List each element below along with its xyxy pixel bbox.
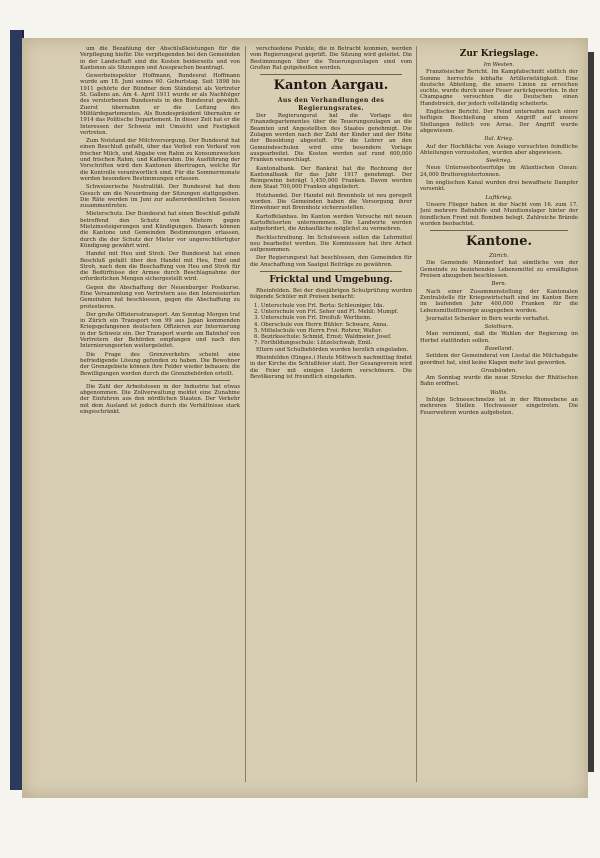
paragraph: Kartoffelanbau. Im Kanton werden Versuche mit neuen Kartoffelsorten unternommen. Die Landwirte werden aufgefordert, die Anbaufläche möglichst zu vermehren. <box>250 213 412 233</box>
paragraph: Man vernimmt, daß die Wahlen der Regierung im Herbst stattfinden sollen. <box>420 331 578 344</box>
paragraph: Französischer Bericht. Im Kampfabschnitt südlich der Somme herrschte lebhafte Artillerietätigkeit. Eine deutsche Abteilung, die unsere Linien zu erreichen suchte, wurde durch unser Feuer zurückgeworfen. In der Champagne versuchten die Deutschen einen Handstreich, der jedoch vollständig scheiterte. <box>420 69 578 107</box>
paragraph: Rheinfelden. Bei der diesjährigen Schulprüfung wurden folgende Schüler mit Preisen bedacht: <box>250 288 412 301</box>
section-heading: Zur Kriegslage. <box>459 49 539 59</box>
paragraph: Kantonalbank. Der Bankrat hat die Rechnung der Kantonalbank für das Jahr 1917 genehmigt. Der Reingewinn beträgt 1,450,000 Franken. Davon werden dem Staat 700,000 Franken abgeliefert. <box>250 165 412 191</box>
divider <box>260 74 402 75</box>
divider <box>260 271 402 272</box>
list-item: 4. Oberschule von Herrn Bühler: Schwarz, Anna. <box>254 321 389 328</box>
prize-list <box>254 303 412 347</box>
list-item: 2. Unterschule von Frl. Seher und Fl. Mehli: Mumpf. <box>254 308 399 315</box>
paragraph: Unsere Flieger haben in der Nacht vom 16. zum 17. Juni mehrere Bahnhöfe und Munitionslager hinter der feindlichen Front mit Bomben belegt. Zahlreiche Brände wurden beobachtet. <box>420 201 578 227</box>
subheading: Luftkrieg. <box>485 194 513 201</box>
subheading: Graubünden. <box>481 367 517 374</box>
paragraph: Infolge Schneeschmelze ist in der Rhoneebene an mehreren Stellen Hochwasser eingetreten. Die Feuerwehren wurden aufgeboten. <box>420 397 578 416</box>
list-item: 1. Unterschule von Frl. Berta: Schleuniger, Ida. <box>254 302 385 309</box>
section-heading: Kanton Aargau. <box>273 78 389 94</box>
paragraph: Eltern und Schulbehörden wurden herzlich eingeladen. <box>256 346 409 353</box>
column-rule <box>245 46 246 782</box>
paragraph: Neue Unterseebootserfolge im Atlantischen Ozean: 24,000 Bruttoregistertonnen. <box>420 165 578 178</box>
paragraph: Im englischen Kanal wurden drei bewaffnete Dampfer versenkt. <box>420 180 578 193</box>
list-item: 3. Unterschule von Frl. Dreifuß: Wertheim. <box>254 315 372 322</box>
subheading: Baselland. <box>484 345 514 352</box>
paragraph: Handel mit Heu und Stroh. Der Bundesrat hat einen Beschluß gefaßt über den Handel mit Heu, Emd und Stroh, nach dem die Beschaffung von Heu und Stroh für die Bedürfnisse der Armee durch Beschlagnahme der erforderlichen Mengen sichergestellt wird. <box>80 251 240 283</box>
subheading: Aus den Verhandlungen des Regierungsrates. <box>277 97 385 112</box>
paragraph: um die Bezahlung der Abschlußleistungen für die Verpflegung hiefür. Die verpflegenden bei den Gemeinden in der Landschaft sind die Kosten beiderseits und von Kantonen als Sitzungen und Aussprachen beantragt. <box>80 46 240 71</box>
divider <box>430 230 568 231</box>
subheading: Im Westen. <box>483 62 515 68</box>
column-1 <box>80 46 240 786</box>
paragraph: Nach einer Zusammenstellung der Kantonalen Zentralstelle für Kriegswirtschaft sind im Kanton Bern im laufenden Jahr 400,000 Franken für die Lebensmittelfürsorge ausgegeben worden. <box>420 288 578 314</box>
paragraph: Zum Notstand der Milchversorgung. Der Bundesrat hat einen Beschluß gefaßt, über das Verbot von Verkauf von frischer Milch, und Abgabe von Rahm zu Konsumzwecken und frischen Rahm, und Kaffeerahm. Die Ausführung der Vorschriften wird den Kantonen übertragen, welche für die Kontrolle verantwortlich sind. Für die Sommermonate werden besondere Bestimmungen erlassen. <box>80 138 240 182</box>
paragraph: Englischer Bericht. Der Feind unternahm nach einer heftigen Beschießung einen Angriff auf unsere Stellungen östlich von Arras. Der Angriff wurde abgewiesen. <box>420 109 578 134</box>
paragraph: Der große Offiziersstransport. Am Sonntag Morgen traf in Zürich ein Transport von 99 aus Japan kommenden Kriegsgefangenen deutschen Offizieren zur Internierung in der Schweiz ein. Der Transport wurde am Bahnhof von Vertretern der Behörden empfangen und nach den Internierungsorten weitergeleitet. <box>80 311 240 350</box>
paragraph: Am Sonntag wurde die neue Strecke der Rhätischen Bahn eröffnet. <box>420 375 578 388</box>
subheading: Solothurn. <box>484 324 514 331</box>
column-rule <box>416 46 417 782</box>
paragraph: verschiedene Punkte, die in Betracht kommen, werden vom Regierungsrat geprüft. Die Sitzung wird geleitet. Die Bestimmungen über die Teuerungszulagen sind vom Großen Rat gutgeheißen worden. <box>250 46 412 71</box>
paragraph: Gewerbeinspektor Hoffmann, Bundesrat Hoffmann wurde am 18. Juni seines 60. Geburtstag. Seit 1898 bis 1911 gehörte der Bündner dem Ständerat als Vertreter St. Gallens an. Am 4. April 1911 wurde er als Nachfolger des verstorbenen Bundesrats in den Bundesrat gewählt. Zuerst übernahm er die Leitung des Militärdepartementes. Als Bundespräsident übernahm er 1914 das Politische Departement. In dieser Zeit hat er die Interessen der Schweiz mit Umsicht und Festigkeit vertreten. <box>80 73 240 136</box>
paragraph: Rheinfelden (Einges.) Heute Mittwoch nachmittag findet in der Kirche die Schlußfeier statt. Der Gesangverein wird die Feier mit einigen Liedern verschönern. Die Bevölkerung ist freundlich eingeladen. <box>250 354 412 380</box>
paragraph: Holzhandel. Der Handel mit Brennholz ist neu geregelt worden. Die Gemeinden haben die Versorgung ihrer Einwohner mit Brennholz sicherzustellen. <box>250 192 412 212</box>
subheading: Wallis. <box>490 389 508 396</box>
paragraph: Die Zahl der Arbeitslosen in der Industrie hat etwas abgenommen. Die Zollverwaltung meldet eine Zunahme der Einfuhren aus den nördlichen Staaten. Der Verkehr mit dem Ausland ist jedoch durch die Verhältnisse stark eingeschränkt. <box>80 383 240 416</box>
page-edge <box>588 52 594 772</box>
list-item: 7. Fortbildungsschule: Lützelschwab, Emil. <box>254 340 373 347</box>
paragraph: Seitdem der Gemeinderat von Liestal die Milchabgabe geordnet hat, sind keine Klagen mehr laut geworden. <box>420 353 578 366</box>
paragraph: Auf der Hochfläche von Asiago versuchten feindliche Abteilungen vorzustoßen, wurden aber abgewiesen. <box>420 143 578 156</box>
paragraph: Gegen die Abschaffung der Neuenburger Postkurse. Eine Versammlung von Vertretern aus den Interessierten Gemeinden hat beschlossen, gegen die Abschaffung zu protestieren. <box>80 284 240 310</box>
paragraph: Die Gemeinde Männedorf hat sämtliche von der Gemeinde zu beziehenden Lebensmittel zu ermäßigten Preisen abzugeben beschlossen. <box>420 260 578 280</box>
paragraph: Rechtschreibung. Im Schulwesen sollen die Lehrmittel neu bearbeitet werden. Die Kommission hat ihre Arbeit aufgenommen. <box>250 234 412 254</box>
list-item: 5. Mittelschule von Herrn Frei: Rohrer, Walter. <box>254 327 383 334</box>
divider <box>90 380 230 381</box>
subheading: Bern. <box>491 281 507 288</box>
paragraph: Die Frage des Grenzverkehrs scheint eine befriedigende Lösung gefunden zu haben. Die Bewohner der Grenzgebiete können ihre Felder wieder bebauen; die Bewilligungen werden durch die Grenzbehörden erteilt. <box>80 351 240 377</box>
subheading: Seekrieg. <box>486 158 512 165</box>
column-2 <box>250 46 412 786</box>
paragraph: Schweizerische Neutralität. Der Bundesrat hat dem Gesuch um die Neuordnung der Sitzungen stattgegeben. Die Räte werden im Juni zur außerordentlichen Session zusammentreten. <box>80 184 240 210</box>
subheading: Zürich. <box>489 253 509 260</box>
section-heading: Fricktal und Umgebung. <box>269 275 393 286</box>
list-item: 6. Bezirksschule: Schmid, Ernst; Waldmeier, Josef. <box>254 334 392 341</box>
subheading: Ital. Krieg. <box>484 136 514 143</box>
column-3 <box>420 46 578 786</box>
paragraph: Mieterschutz. Der Bundesrat hat einen Beschluß gefaßt betreffend den Schutz von Mietern gegen Mietzinssteigerungen und Kündigungen. Danach können die Kantone und Gemeinden Bestimmungen erlassen, durch die der Schutz der Mieter vor ungerechtfertigter Kündigung gewährt wird. <box>80 211 240 249</box>
paragraph: Journalist Schenker in Bern wurde verhaftet. <box>426 315 550 322</box>
paragraph: Der Regierungsrat hat die Vorlage des Finanzdepartementes über die Teuerungszulagen an die Beamten und Angestellten des Staates genehmigt. Die Zulagen werden nach der Zahl der Kinder und der Höhe der Besoldung abgestuft. Für die Lehrer an den Gemeindeschulen wird eine besondere Vorlage ausgearbeitet. Die Kosten werden auf rund 600,000 Franken veranschlagt. <box>250 113 412 164</box>
section-heading: Kantone. <box>465 234 533 250</box>
paragraph: Der Regierungsrat hat beschlossen, den Gemeinden für die Anschaffung von Saatgut Beiträge zu gewähren. <box>250 255 412 268</box>
